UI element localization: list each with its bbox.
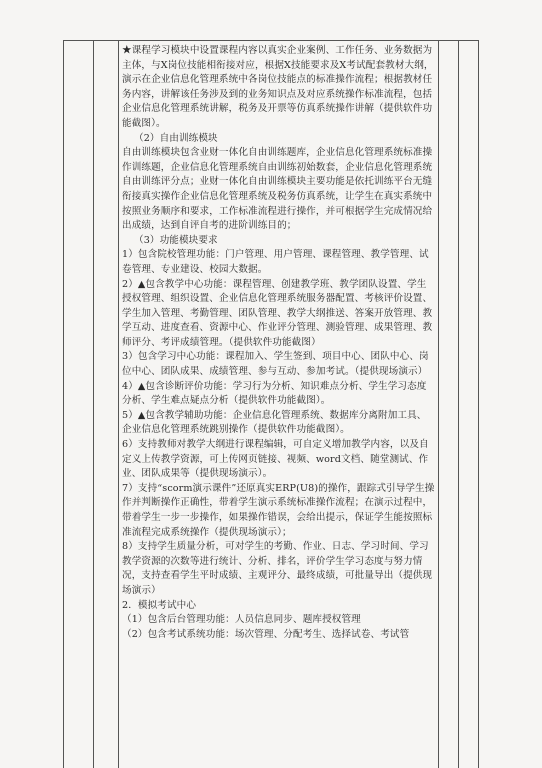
list-item-4: 4）▲包含诊断评价功能：学习行为分析、知识难点分析、学生学习态度分析、学生难点疑点分析（提供软件功能截图）。 xyxy=(122,380,427,407)
list-item-1: 1）包含院校管理功能：门户管理、用户管理、课程管理、教学管理、试卷管理、专业建设、校园大数据。 xyxy=(122,249,429,275)
heading-free-training: （2）自由训练模块 xyxy=(134,132,218,144)
list-item-backend: （1）包含后台管理功能：人员信息同步、题库授权管理 xyxy=(122,614,361,626)
table-column-divider xyxy=(438,40,439,768)
table-border-right xyxy=(478,40,479,768)
table-column-divider xyxy=(93,40,94,768)
list-item-7: 7）支持“scorm演示课件”还原真实ERP(U8)的操作，跟踪式引导学生操作并判断操作正确性，带着学生演示系统标准操作流程；在演示过程中，带着学生一步一步操作，如果操作错误，会给出提示，保证学生能按照标准流程完成系统操作（提供现场演示）； xyxy=(122,482,435,538)
heading-mock-exam-center: 2．模拟考试中心 xyxy=(122,599,197,611)
table-border-left xyxy=(63,40,64,768)
list-item-2: 2）▲包含教学中心功能：课程管理、创建教学班、教学团队设置、学生授权管理、组织设置、企业信息化管理系统服务器配置、考核评价设置、学生加入管理、考勤管理、团队管理、教学大纲推送、答案开放管理、教学互动、进度查看、资源中心、作业评分管理、测验管理、成果管理、教师评分、考评成绩管理。（提供软件功能截图） xyxy=(122,278,433,348)
table-column-divider xyxy=(458,40,459,768)
table-cell-content xyxy=(122,44,436,642)
table-top-border xyxy=(63,40,479,41)
list-item-6: 6）支持教师对教学大纲进行课程编辑，可自定义增加教学内容，以及自定义上传教学资源，可上传网页链接、视频、word文档、随堂测试、作业、团队成果等（提供现场演示）。 xyxy=(122,439,429,480)
list-item-5: 5）▲包含教学辅助功能：企业信息化管理系统、数据库分离附加工具、企业信息化管理系统跳别操作（提供软件功能截图）。 xyxy=(122,409,427,436)
table-column-divider xyxy=(118,40,119,768)
list-item-3: 3）包含学习中心功能：课程加入、学生签到、项目中心、团队中心、岗位中心、团队成果、成绩管理、参与互动、参加考试。（提供现场演示） xyxy=(122,351,429,378)
paragraph-free-training: 自由训练模块包含业财一体化自由训练题库，企业信息化管理系统标准操作训练题，企业信息化管理系统自由训练初始数套，企业信息化管理系统自由训练评分点；业财一体化自由训练模块主要功能是依托训练平台无缝衔接真实操作企业信息化管理系统及税务仿真系统，让学生在真实系统中按照业务顺序和要求，工作标准流程进行操作，并可根据学生完成情况给出成绩，达到自评自考的进阶训练目的； xyxy=(122,147,433,232)
list-item-exam-system: （2）包含考试系统功能：场次管理、分配考生、选择试卷、考试管 xyxy=(122,628,410,640)
list-item-8: 8）支持学生质量分析，可对学生的考勤、作业、日志、学习时间、学习教学资源的次数等进行统计、分析、排名，评价学生学习态度与努力情况，支持查看学生平时成绩、主观评分、最终成绩，可批量导出（提供现场演示） xyxy=(122,541,433,596)
paragraph-course-module: ★课程学习模块中设置课程内容以真实企业案例、工作任务、业务数据为主体，与X岗位技能相衔接对应，根据X技能要求及X考试配套教材大纲，演示在企业信息化管理系统中各岗位技能点的标准操作流程；根据教材任务内容，讲解该任务涉及到的业务知识点及对应系统操作标准流程，包括企业信息化管理系统讲解，税务及开票等仿真系统操作讲解（提供软件功能截图）。 xyxy=(122,45,434,129)
heading-function-requirements: （3）功能模块要求 xyxy=(134,234,218,246)
